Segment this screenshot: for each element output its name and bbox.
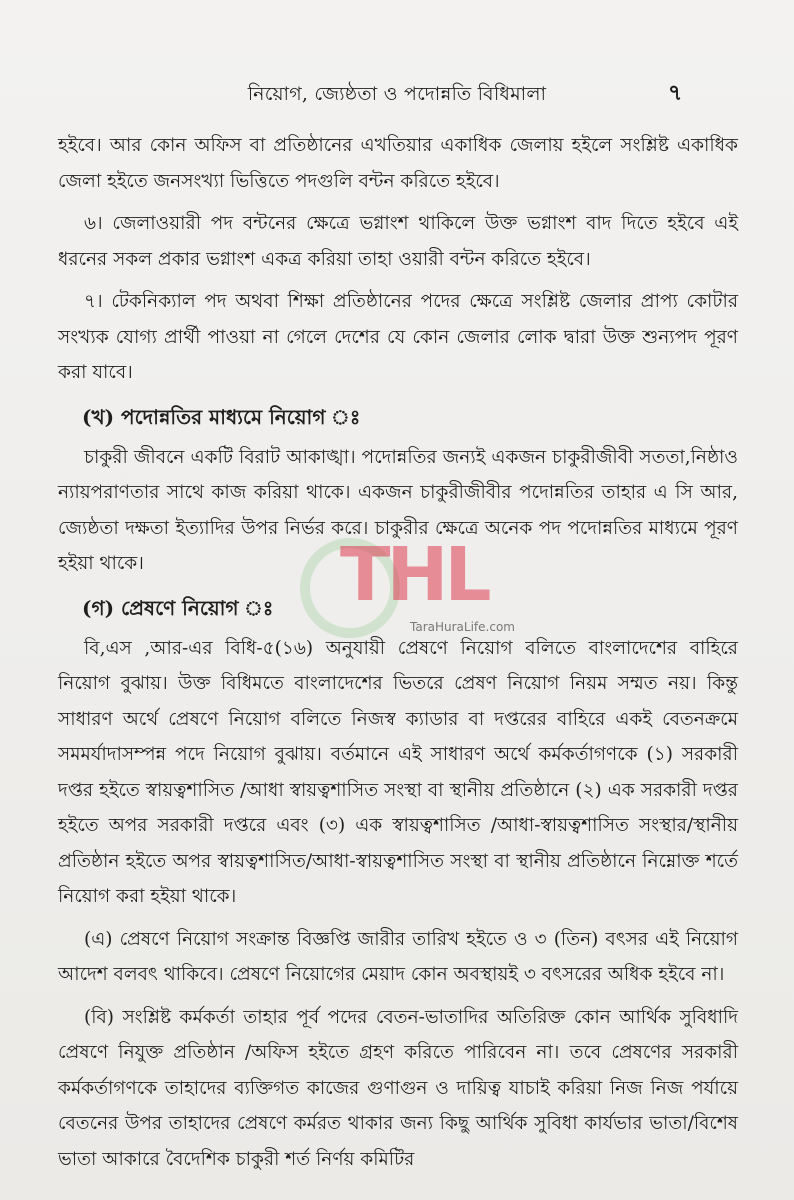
running-header: নিয়োগ, জ্যেষ্ঠতা ও পদোন্নতি বিধিমালা xyxy=(247,83,547,105)
paragraph-deputation: বি,এস ,আর-এর বিধি-৫(১৬) অনুযায়ী প্রেষণে নিয়োগ বলিতে বাংলাদেশের বাহিরে নিয়োগ বুঝায়। উক্ত বিধিমতে বাংলাদেশের ভিতরে প্রেষণ নিয়োগ নিয়ম সম্মত নয়। কিন্তু সাধারণ অর্থে প্রেষণে নিয়োগ বলিতে নিজস্ব ক্যাডার বা দপ্তরের বাহিরে একই বেতনক্রমে সমমর্যাদাসম্পন্ন পদে নিয়োগ বুঝায়। বর্তমানে এই সাধারণ অর্থে কর্মকর্তাগণকে (১) সরকারী দপ্তর হইতে স্বায়ত্বশাসিত /আধা স্বায়ত্বশাসিত সংস্থা বা স্থানীয় প্রতিষ্ঠানে (২) এক সরকারী দপ্তর হইতে অপর সরকারী দপ্তরে এবং (৩) এক স্বায়ত্বশাসিত /আধা-স্বায়ত্বশাসিত সংস্থার/স্থানীয় প্রতিষ্ঠান হইতে অপর স্বায়ত্বশাসিত/আধা-স্বায়ত্বশাসিত সংস্থা বা স্থানীয় প্রতিষ্ঠানে নিম্নোক্ত শর্তে নিয়োগ করা হইয়া থাকে। xyxy=(58,637,738,907)
paragraph-rule-6: ৬। জেলাওয়ারী পদ বন্টনের ক্ষেত্রে ভগ্নাংশ থাকিলে উক্ত ভগ্নাংশ বাদ দিতে হইবে এই ধরনের সকল প্রকার ভগ্নাংশ একত্র করিয়া তাহা ওয়ারী বন্টন করিতে হইবে। xyxy=(58,213,738,270)
section-heading-kha: (খ) পদোন্নতির মাধ্যমে নিয়োগ ঃ xyxy=(82,404,361,429)
paragraph-rule-7: ৭। টেকনিক্যাল পদ অথবা শিক্ষা প্রতিষ্ঠানের পদের ক্ষেত্রে সংশ্লিষ্ট জেলার প্রাপ্য কোটার সংখ্যক যোগ্য প্রার্থী পাওয়া না গেলে দেশের যে কোন জেলার লোক দ্বারা উক্ত শুন্যপদ পূরণ করা যাবে। xyxy=(58,291,738,383)
watermark-site: TaraHuraLife.com xyxy=(410,620,515,634)
watermark-logo xyxy=(300,530,530,650)
watermark-letters xyxy=(340,530,488,620)
section-heading-ga: (গ) প্রেষণে নিয়োগ ঃ xyxy=(82,595,274,620)
page-number: ৭ xyxy=(668,80,683,106)
paragraph-promotion: চাকুরী জীবনে একটি বিরাট আকাঙ্খা। পদোন্নতির জন্যই একজন চাকুরীজীবী সততা,নিষ্ঠাও ন্যায়পরাণতার সাথে কাজ করিয়া থাকে। একজন চাকুরীজীবীর পদোন্নতির তাহার এ সি আর, জ্যেষ্ঠতা দক্ষতা ইত্যাদির উপর নির্ভর করে। চাকুরীর ক্ষেত্রে অনেক পদ পদোন্নতির মাধ্যমে পূরণ হইয়া থাকে। xyxy=(58,446,738,574)
paragraph-clause-a: (এ) প্রেষণে নিয়োগ সংক্রান্ত বিজ্ঞপ্তি জারীর তারিখ হইতে ও ৩ (তিন) বৎসর এই নিয়োগ আদেশ বলবৎ থাকিবে। প্রেষণে নিয়োগের মেয়াদ কোন অবস্থায়ই ৩ বৎসরের অধিক হইবে না। xyxy=(58,928,738,985)
paragraph-clause-b: (বি) সংশ্লিষ্ট কর্মকর্তা তাহার পূর্ব পদের বেতন-ভাতাদির অতিরিক্ত কোন আর্থিক সুবিধাদি প্রেষণে নিযুক্ত প্রতিষ্ঠান /অফিস হইতে গ্রহণ করিতে পারিবেন না। তবে প্রেষণের সরকারী কর্মকর্তাগণকে তাহাদের ব্যক্তিগত কাজের গুণাগুন ও দায়িত্ব যাচাই করিয়া নিজ নিজ পর্যায়ে বেতনের উপর তাহাদের প্রেষণে কর্মরত থাকার জন্য কিছু আর্থিক সুবিধা কার্যভার ভাতা/বিশেষ ভাতা আকারে বৈদেশিক চাকুরী শর্ত নির্ণয় কমিটির xyxy=(58,1006,738,1170)
page-body xyxy=(58,128,738,1184)
paragraph-continuation: হইবে। আর কোন অফিস বা প্রতিষ্ঠানের এখতিয়ার একাধিক জেলায় হইলে সংশ্লিষ্ট একাধিক জেলা হইতে জনসংখ্যা ভিত্তিতে পদগুলি বন্টন করিতে হইবে। xyxy=(58,135,738,192)
watermark-logo-text: THL xyxy=(340,532,488,618)
